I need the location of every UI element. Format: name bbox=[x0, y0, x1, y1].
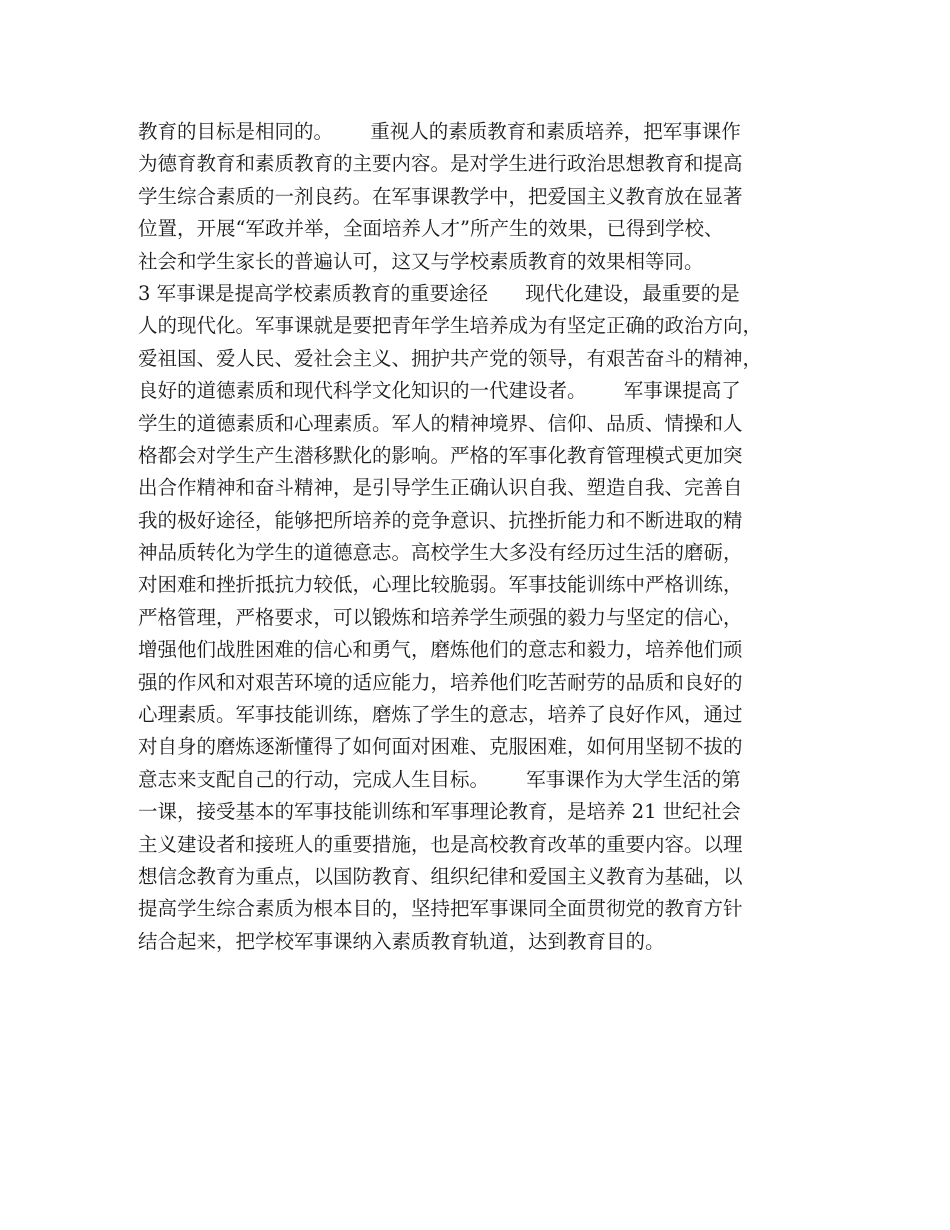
text-line: 格都会对学生产生潜移默化的影响。严格的军事化教育管理模式更加突 bbox=[138, 443, 743, 467]
text-line: 学生的道德素质和心理素质。军人的精神境界、信仰、品质、情操和人 bbox=[138, 411, 743, 435]
text-line: 为德育教育和素质教育的主要内容。是对学生进行政治思想教育和提高 bbox=[138, 152, 743, 176]
text-line: 对困难和挫折抵抗力较低，心理比较脆弱。军事技能训练中严格训练， bbox=[138, 573, 743, 597]
text-line: 一课，接受基本的军事技能训练和军事理论教育，是培养 21 世纪社会 bbox=[138, 800, 741, 824]
text-line: 我的极好途径，能够把所培养的竞争意识、抗挫折能力和不断进取的精 bbox=[138, 508, 743, 532]
text-line: 爱祖国、爱人民、爱社会主义、拥护共产党的领导，有艰苦奋斗的精神， bbox=[138, 346, 763, 370]
text-line: 主义建设者和接班人的重要措施，也是高校教育改革的重要内容。以理 bbox=[138, 832, 743, 856]
text-line: 神品质转化为学生的道德意志。高校学生大多没有经历过生活的磨砺， bbox=[138, 541, 743, 565]
text-line: 学生综合素质的一剂良药。在军事课教学中，把爱国主义教育放在显著 bbox=[138, 184, 743, 208]
text-line: 位置，开展“军政并举，全面培养人才”所产生的效果，已得到学校、 bbox=[138, 217, 724, 241]
text-line: 提高学生综合素质为根本目的，坚持把军事课同全面贯彻党的教育方针 bbox=[138, 897, 743, 921]
text-line: 严格管理，严格要求，可以锻炼和培养学生顽强的毅力与坚定的信心， bbox=[138, 605, 743, 629]
text-line: 结合起来，把学校军事课纳入素质教育轨道，达到教育目的。 bbox=[138, 929, 665, 953]
text-line: 对自身的磨炼逐渐懂得了如何面对困难、克服困难，如何用坚韧不拔的 bbox=[138, 735, 743, 759]
text-line: 想信念教育为重点，以国防教育、组织纪律和爱国主义教育为基础，以 bbox=[138, 864, 743, 888]
text-line: 良好的道德素质和现代科学文化知识的一代建设者。 军事课提高了 bbox=[138, 379, 741, 403]
text-line: 意志来支配自己的行动，完成人生目标。 军事课作为大学生活的第 bbox=[138, 767, 741, 791]
section-heading-line: 3 军事课是提高学校素质教育的重要途径 现代化建设，最重要的是 bbox=[138, 281, 740, 305]
text-line: 出合作精神和奋斗精神，是引导学生正确认识自我、塑造自我、完善自 bbox=[138, 476, 743, 500]
text-line: 教育的目标是相同的。 重视人的素质教育和素质培养，把军事课作 bbox=[138, 120, 741, 143]
text-line: 强的作风和对艰苦环境的适应能力，培养他们吃苦耐劳的品质和良好的 bbox=[138, 670, 743, 694]
text-line: 社会和学生家长的普遍认可，这又与学校素质教育的效果相等同。 bbox=[138, 249, 704, 273]
text-line: 心理素质。军事技能训练，磨炼了学生的意志，培养了良好作风，通过 bbox=[138, 703, 743, 727]
body-text bbox=[138, 116, 818, 958]
text-line: 增强他们战胜困难的信心和勇气，磨炼他们的意志和毅力，培养他们顽 bbox=[138, 638, 743, 662]
text-line: 人的现代化。军事课就是要把青年学生培养成为有坚定正确的政治方向， bbox=[138, 314, 763, 338]
